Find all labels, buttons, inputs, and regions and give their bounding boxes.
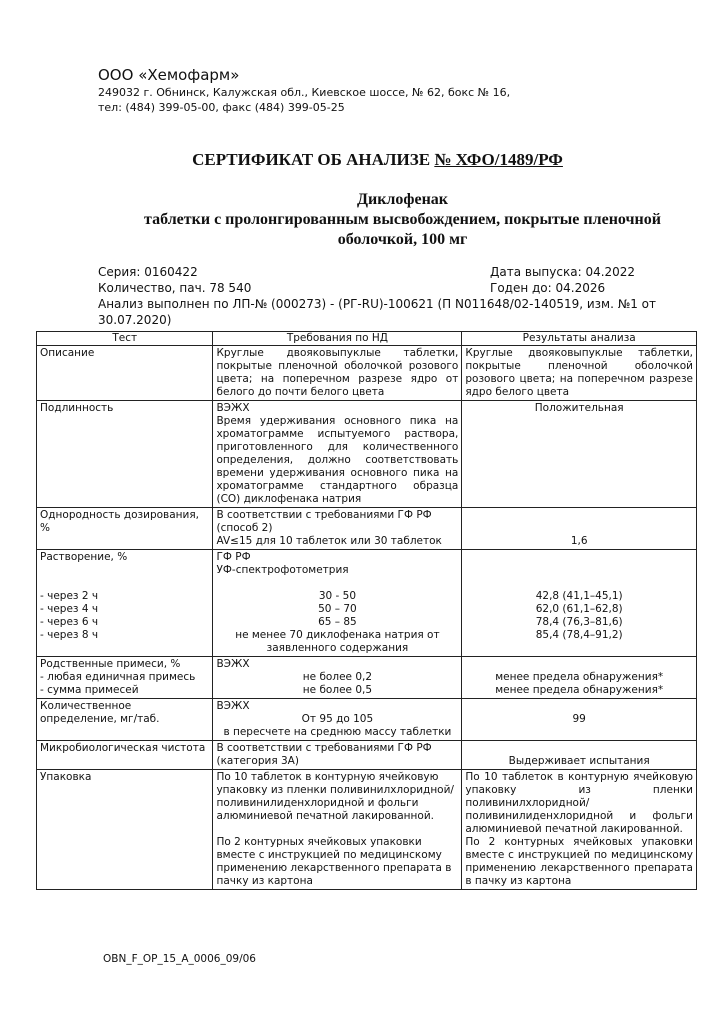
result xyxy=(462,657,697,699)
requirement xyxy=(213,657,462,699)
result-value: менее предела обнаружения* xyxy=(495,684,664,696)
result-value: 78,4 (76,3–81,6) xyxy=(535,616,623,628)
product-form-line1: таблетки с пролонгированным высвобождением, покрытые пленочной xyxy=(144,211,661,228)
test-name: Упаковка xyxy=(37,770,213,890)
result-value: менее предела обнаружения* xyxy=(495,671,664,683)
expiry-date: Годен до: 04.2026 xyxy=(490,281,606,295)
company-address: 249032 г. Обнинск, Калужская обл., Киевское шоссе, № 62, бокс № 16, xyxy=(98,86,511,99)
issue-date: Дата выпуска: 04.2022 xyxy=(490,265,636,279)
test-name: Подлинность xyxy=(37,401,213,508)
method: ВЭЖХ xyxy=(216,402,250,414)
series: Серия: 0160422 xyxy=(98,265,198,279)
result-value: 42,8 (41,1–45,1) xyxy=(535,590,623,602)
requirement-value: не более 0,5 xyxy=(302,684,373,696)
requirement: В соответствии с требованиями ГФ РФ (категория 3А) xyxy=(213,741,462,770)
requirement-value: 50 – 70 xyxy=(318,603,357,615)
result: Положительная xyxy=(462,401,697,508)
test-name: Описание xyxy=(37,346,213,401)
analysis-table xyxy=(36,331,697,890)
table-row xyxy=(37,550,697,657)
analysis-basis: Анализ выполнен по ЛП-№ (000273) - (РГ-RU)-100621 (П N011648/02-140519, изм. №1 от 30.07.2020) xyxy=(98,297,656,327)
table-row xyxy=(37,770,697,890)
sub-test: - через 8 ч xyxy=(40,629,99,641)
sub-test: - через 4 ч xyxy=(40,603,99,615)
result: 1,6 xyxy=(462,508,697,550)
table-row xyxy=(37,741,697,770)
method: ВЭЖХ xyxy=(216,700,250,712)
product-block xyxy=(50,190,675,250)
method: ВЭЖХ xyxy=(216,658,250,670)
result-paragraph: По 10 таблеток в контурную ячейковую упаковку из пленки поливинилхлоридной/ поливинилиденхлоридной и фольги алюминиевой печатной лакированной. xyxy=(465,771,693,835)
requirement-paragraph: По 2 контурных ячейковых упаковки вместе с инструкцией по медицинскому применению лекарственного препарата в пачку из картона xyxy=(216,836,452,887)
method: УФ-спектрофотометрия xyxy=(216,564,349,576)
meta-left xyxy=(98,264,251,296)
requirement-value: 65 – 85 xyxy=(318,616,357,628)
test-name: Микробиологическая чистота xyxy=(37,741,213,770)
company-name: ООО «Хемофарм» xyxy=(98,66,240,84)
requirement xyxy=(213,550,462,657)
requirement: Круглые двояковыпуклые таблетки, покрытые пленочной оболочкой розового цвета; на поперечном разрезе ядро от белого до почти белого цвета xyxy=(213,346,462,401)
certificate-number: № ХФО/1489/РФ xyxy=(434,150,563,169)
sub-test: - через 6 ч xyxy=(40,616,99,628)
table-row xyxy=(37,401,697,508)
requirement xyxy=(213,401,462,508)
result-value: 85,4 (78,4–91,2) xyxy=(535,629,623,641)
product-name: Диклофенак xyxy=(356,191,449,208)
document-code: OBN_F_OP_15_A_0006_09/06 xyxy=(103,953,256,965)
header-test: Тест xyxy=(37,332,213,346)
table-row xyxy=(37,346,697,401)
result-paragraph: По 2 контурных ячейковых упаковки вместе с инструкцией по медицинскому применению лекарственного препарата в пачку из картона xyxy=(465,836,693,887)
result-value: 62,0 (61,1–62,8) xyxy=(535,603,623,615)
result xyxy=(462,699,697,741)
table-row xyxy=(37,699,697,741)
sub-test: - любая единичная примесь xyxy=(40,671,196,683)
requirement xyxy=(213,770,462,890)
requirement-value: От 95 до 105 xyxy=(301,713,374,725)
result-value: 99 xyxy=(572,713,586,725)
quantity: Количество, пач. 78 540 xyxy=(98,281,252,295)
table-row xyxy=(37,508,697,550)
test-name xyxy=(37,550,213,657)
company-block xyxy=(98,66,510,115)
requirement-paragraph: По 10 таблеток в контурную ячейковую упаковку из пленки поливинилхлоридной/ поливинилиденхлоридной и фольги алюминиевой печатной лакированной. xyxy=(216,771,454,822)
test-title: Растворение, % xyxy=(40,551,128,563)
requirement-value: не менее 70 диклофенака натрия от заявленного содержания xyxy=(235,629,440,654)
certificate-title-text: СЕРТИФИКАТ ОБ АНАЛИЗЕ xyxy=(192,150,431,169)
certificate-title xyxy=(0,150,725,170)
requirement-value: в пересчете на среднюю массу таблетки xyxy=(223,726,452,738)
sub-test: - через 2 ч xyxy=(40,590,99,602)
method: ГФ РФ xyxy=(216,551,251,563)
table-header-row xyxy=(37,332,697,346)
requirement-line: AV≤15 для 10 таблеток или 30 таблеток xyxy=(216,535,442,547)
test-name: Количественное определение, мг/таб. xyxy=(37,699,213,741)
product-form-line2: оболочкой, 100 мг xyxy=(337,231,468,248)
requirement xyxy=(213,508,462,550)
table-row xyxy=(37,657,697,699)
requirement xyxy=(213,699,462,741)
test-title: Родственные примеси, % xyxy=(40,658,181,670)
sub-test: - сумма примесей xyxy=(40,684,139,696)
requirement-value: 30 - 50 xyxy=(318,590,356,602)
requirement-value: не более 0,2 xyxy=(302,671,373,683)
company-phones: тел: (484) 399-05-00, факс (484) 399-05-25 xyxy=(98,101,345,114)
test-name: Однородность дозирования, % xyxy=(37,508,213,550)
header-requirements: Требования по НД xyxy=(213,332,462,346)
result: Выдерживает испытания xyxy=(462,741,697,770)
result xyxy=(462,550,697,657)
result xyxy=(462,770,697,890)
result: Круглые двояковыпуклые таблетки, покрытые пленочной оболочкой розового цвета; на поперечном разрезе ядро белого цвета xyxy=(462,346,697,401)
meta-right xyxy=(490,264,635,296)
requirement-text: Время удерживания основного пика на хроматограмме испытуемого раствора, приготовленного для количественного определения, должно соответствовать времени удерживания основного пика на хроматограмме стандартного образца (СО) диклофенака натрия xyxy=(216,415,459,505)
test-name xyxy=(37,657,213,699)
header-results: Результаты анализа xyxy=(462,332,697,346)
requirement-line: В соответствии с требованиями ГФ РФ (способ 2) xyxy=(216,509,432,534)
